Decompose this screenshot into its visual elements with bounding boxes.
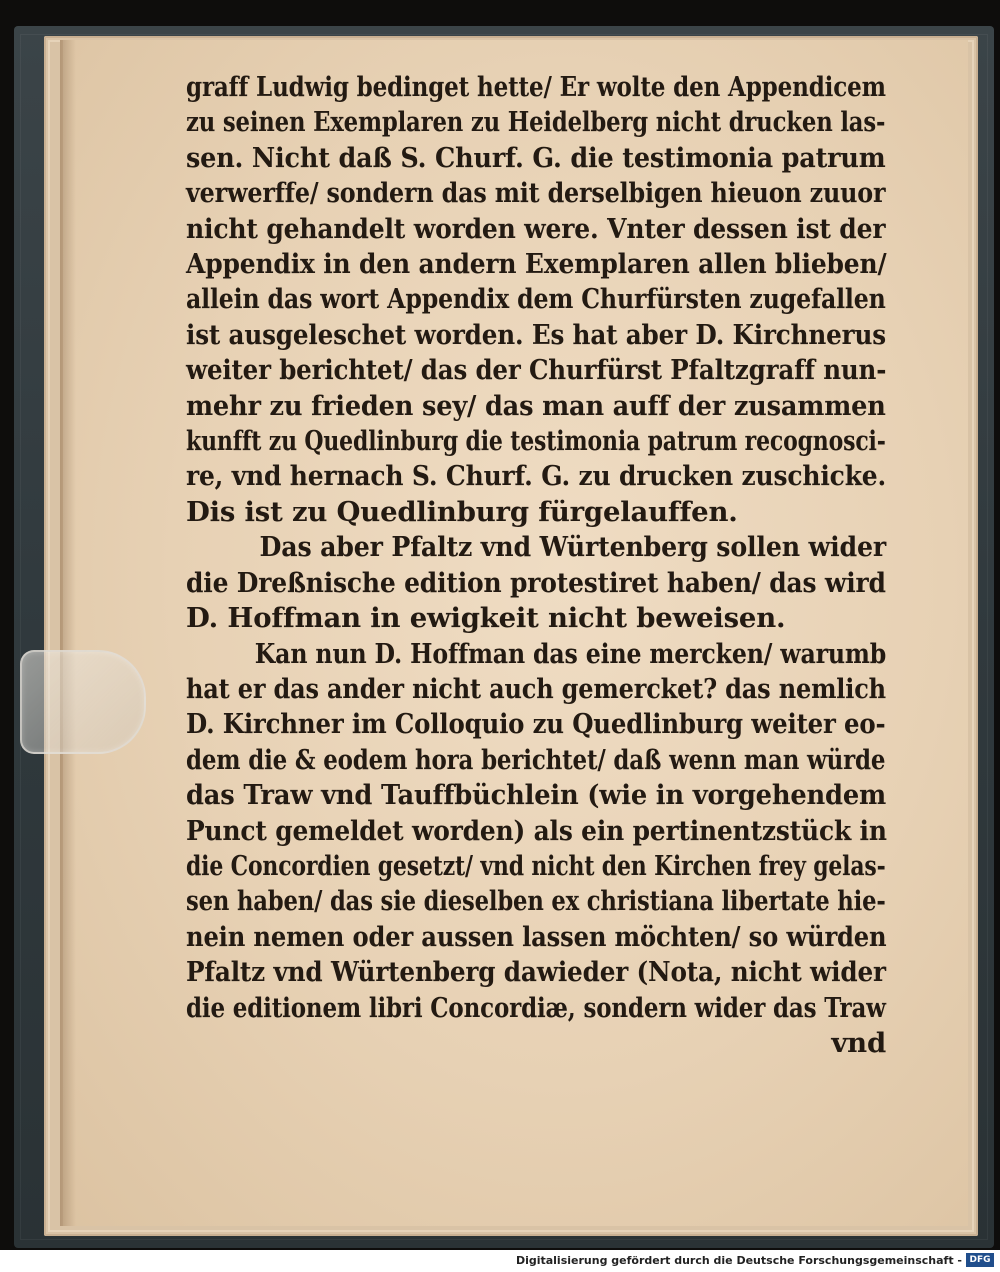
page-clip bbox=[20, 650, 146, 754]
text-line-15: die Dreßnische edition protestiret haben/ das wird bbox=[186, 566, 886, 599]
text-line-13: Dis ist zu Quedlinburg fürgelauffen. bbox=[186, 495, 738, 528]
text-line-1: graff Ludwig bedinget hette/ Er wolte den Appendicem bbox=[186, 71, 886, 103]
text-line-23: die Concordien gesetzt/ vnd nicht den Kirchen frey gelas- bbox=[186, 849, 886, 882]
text-line-12: re, vnd hernach S. Churf. G. zu drucken zuschicke. bbox=[186, 460, 887, 493]
footer-credit: Digitalisierung gefördert durch die Deutsche Forschungsgemeinschaft - bbox=[515, 1254, 962, 1267]
text-line-20: dem die & eodem hora berichtet/ daß wenn man würde bbox=[186, 743, 886, 776]
text-line-18: hat er das ander nicht auch gemercket? das nemlich bbox=[186, 672, 886, 705]
dfg-logo: DFG bbox=[966, 1253, 994, 1267]
text-line-14: Das aber Pfaltz vnd Würtenberg sollen wider bbox=[259, 531, 887, 564]
text-line-5: nicht gehandelt worden were. Vnter dessen ist der bbox=[186, 212, 886, 245]
text-line-27: die editionem libri Concordiæ, sondern wider das Traw bbox=[186, 991, 886, 1024]
catchword: vnd bbox=[831, 1026, 886, 1059]
text-line-11: kunfft zu Quedlinburg die testimonia patrum recognosci- bbox=[186, 425, 886, 458]
text-line-22: Punct gemeldet worden) als ein pertinentzstück in bbox=[186, 814, 887, 847]
text-line-25: nein nemen oder aussen lassen möchten/ so würden bbox=[186, 920, 887, 953]
text-line-7: allein das wort Appendix dem Churfürsten zugefallen bbox=[186, 283, 886, 316]
text-line-17: Kan nun D. Hoffman das eine mercken/ warumb bbox=[254, 637, 887, 670]
page-text bbox=[186, 70, 886, 1061]
text-line-26: Pfaltz vnd Würtenberg dawieder (Nota, nicht wider bbox=[186, 956, 886, 989]
text-line-10: mehr zu frieden sey/ das man auff der zusammen bbox=[186, 389, 886, 422]
footer-bar bbox=[0, 1250, 1000, 1272]
text-line-21: das Traw vnd Tauffbüchlein (wie in vorgehendem bbox=[186, 779, 887, 812]
gutter-shadow bbox=[60, 40, 76, 1226]
text-line-6: Appendix in den andern Exemplaren allen blieben/ bbox=[186, 248, 887, 281]
text-line-24: sen haben/ das sie dieselben ex christiana libertate hie- bbox=[186, 885, 886, 918]
text-line-9: weiter berichtet/ das der Churfürst Pfaltzgraff nun- bbox=[186, 354, 887, 387]
text-line-8: ist ausgeleschet worden. Es hat aber D. Kirchnerus bbox=[186, 318, 886, 351]
text-line-4: verwerffe/ sondern das mit derselbigen hieuon zuuor bbox=[186, 177, 886, 210]
text-line-2: zu seinen Exemplaren zu Heidelberg nicht drucken las- bbox=[186, 106, 886, 139]
text-line-16: D. Hoffman in ewigkeit nicht beweisen. bbox=[186, 602, 786, 635]
text-line-19: D. Kirchner im Colloquio zu Quedlinburg weiter eo- bbox=[186, 708, 886, 741]
text-line-3: sen. Nicht daß S. Churf. G. die testimonia patrum bbox=[186, 141, 886, 174]
